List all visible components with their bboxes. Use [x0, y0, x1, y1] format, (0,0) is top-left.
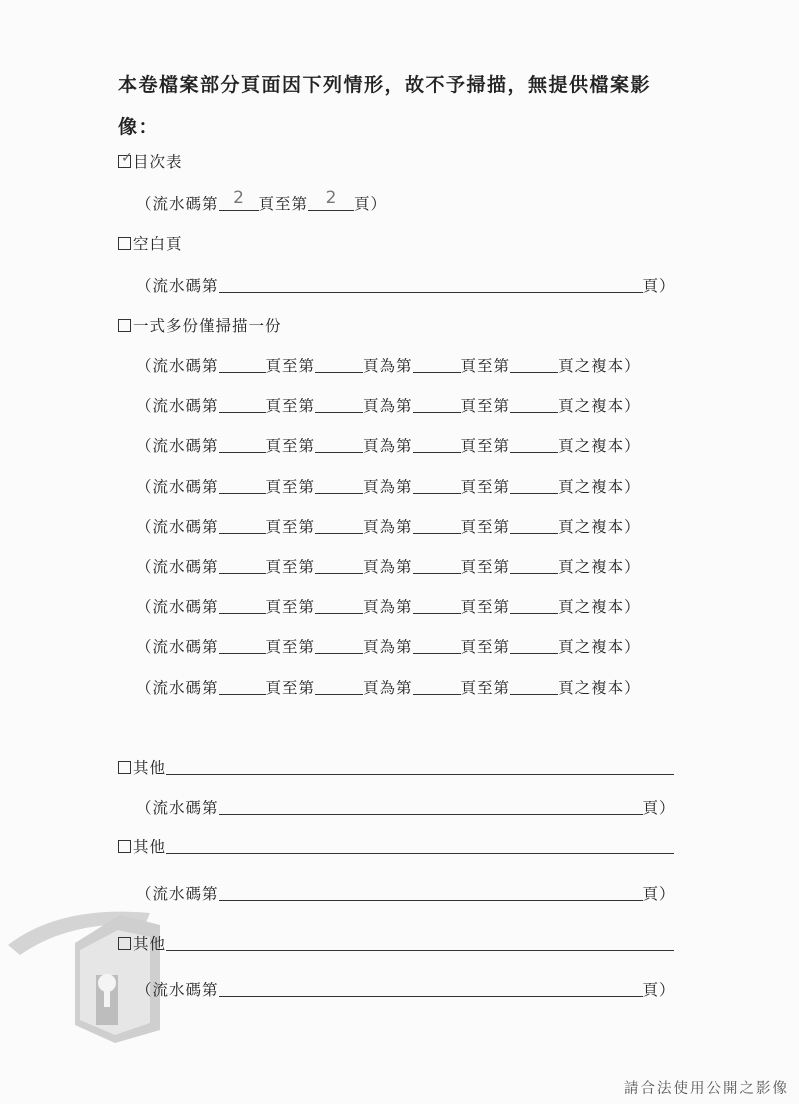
duplicate-row-text: 頁至第: [265, 357, 316, 375]
duplicate-row-text: 頁至第: [265, 397, 316, 416]
duplicate-row-text: 頁為第: [363, 517, 413, 536]
toc-prefix: （流水碼第: [136, 195, 219, 213]
duplicate-row: [136, 394, 641, 416]
other-prefix-3: （流水碼第: [136, 981, 219, 999]
other-prefix-2: （流水碼第: [136, 885, 219, 903]
duplicate-row-text: 頁之複本）: [558, 357, 641, 375]
duplicate-row-text: 頁至第: [460, 477, 511, 496]
blank-pages-label: 空白頁: [133, 235, 183, 253]
duplicate-row: [136, 354, 641, 376]
toc-suffix: 頁）: [354, 195, 388, 213]
duplicate-row-text: 頁之複本）: [558, 598, 641, 617]
duplicate-row-text: 頁之複本）: [558, 397, 641, 416]
checkbox-icon[interactable]: [118, 840, 131, 853]
duplicate-page-field-1[interactable]: [219, 599, 266, 614]
duplicate-page-field-2[interactable]: [315, 639, 363, 654]
checkbox-icon[interactable]: [118, 150, 134, 168]
duplicate-page-field-3[interactable]: [413, 479, 461, 494]
other-option-2[interactable]: [118, 835, 674, 857]
duplicate-row: [136, 676, 641, 698]
duplicate-row-text: 頁至第: [460, 437, 511, 456]
archive-seal-icon: [0, 905, 225, 1045]
duplicate-page-field-3[interactable]: [413, 559, 461, 574]
other-range-line-3: [136, 978, 676, 1000]
duplicate-page-field-1[interactable]: [219, 639, 266, 654]
duplicate-page-field-4[interactable]: [510, 599, 558, 614]
duplicate-row-text: （流水碼第: [136, 558, 219, 576]
duplicate-row: [136, 475, 641, 497]
page-heading-line-1: 本卷檔案部分頁面因下列情形，故不予掃描，無提供檔案影: [118, 74, 652, 96]
duplicate-row-text: 頁為第: [363, 397, 413, 416]
other-range-field-2[interactable]: [219, 886, 643, 901]
duplicate-row-text: 頁之複本）: [558, 678, 641, 697]
duplicate-page-field-1[interactable]: [219, 438, 266, 453]
duplicate-page-field-4[interactable]: [510, 358, 558, 373]
page-heading-line-2: 像：: [118, 116, 160, 138]
other-label-1: 其他: [133, 759, 167, 777]
duplicate-page-field-2[interactable]: [315, 559, 363, 574]
duplicate-page-field-4[interactable]: [510, 519, 558, 534]
other-suffix-3: 頁）: [642, 981, 676, 999]
other-option-1[interactable]: [118, 756, 674, 778]
duplicate-page-field-3[interactable]: [413, 358, 461, 373]
duplicate-page-field-1[interactable]: [219, 479, 266, 494]
toc-label: 目次表: [133, 153, 183, 171]
checkbox-icon[interactable]: [118, 937, 131, 950]
duplicate-row-text: 頁為第: [363, 678, 413, 697]
duplicate-row-text: （流水碼第: [136, 437, 219, 456]
duplicate-row-text: 頁至第: [460, 598, 511, 617]
duplicate-row: [136, 515, 641, 537]
duplicate-row: [136, 434, 641, 456]
duplicate-row-text: 頁為第: [363, 437, 413, 456]
blank-pages-field[interactable]: [219, 278, 643, 293]
duplicate-row-text: 頁之複本）: [558, 638, 641, 657]
blank-pages-prefix: （流水碼第: [136, 277, 219, 295]
duplicate-row-text: 頁之複本）: [558, 477, 641, 496]
duplicate-page-field-3[interactable]: [413, 639, 461, 654]
other-description-field-2[interactable]: [166, 839, 674, 854]
check-mark-icon: ✓: [121, 150, 134, 166]
duplicate-page-field-2[interactable]: [315, 519, 363, 534]
duplicate-row-text: 頁為第: [363, 357, 413, 375]
duplicate-page-field-2[interactable]: [315, 680, 363, 695]
toc-to-field[interactable]: [308, 188, 354, 211]
duplicate-row-text: （流水碼第: [136, 638, 219, 657]
duplicate-page-field-4[interactable]: [510, 639, 558, 654]
duplicate-page-field-2[interactable]: [315, 479, 363, 494]
duplicate-row-text: 頁之複本）: [558, 437, 641, 456]
duplicate-row-text: 頁至第: [460, 517, 511, 536]
toc-middle: 頁至第: [258, 195, 309, 213]
duplicate-row-text: 頁至第: [460, 397, 511, 416]
toc-from-field[interactable]: [219, 188, 259, 211]
duplicate-row-text: 頁至第: [460, 678, 511, 697]
duplicate-page-field-3[interactable]: [413, 438, 461, 453]
duplicate-row: [136, 555, 641, 577]
duplicate-row-text: 頁至第: [265, 517, 316, 536]
checkbox-icon[interactable]: [118, 319, 131, 332]
duplicate-page-field-1[interactable]: [219, 358, 266, 373]
duplicate-row-text: （流水碼第: [136, 357, 219, 375]
blank-pages-option[interactable]: [118, 232, 183, 254]
duplicate-page-field-4[interactable]: [510, 479, 558, 494]
duplicate-page-field-1[interactable]: [219, 559, 266, 574]
duplicate-page-field-2[interactable]: [315, 438, 363, 453]
duplicate-row: [136, 635, 641, 657]
duplicate-row-text: 頁為第: [363, 638, 413, 657]
duplicate-row-text: （流水碼第: [136, 477, 219, 496]
duplicate-row-text: （流水碼第: [136, 397, 219, 416]
other-label-3: 其他: [133, 935, 167, 953]
toc-option[interactable]: [118, 150, 183, 172]
duplicate-row-text: 頁至第: [265, 437, 316, 456]
other-label-2: 其他: [133, 838, 167, 856]
other-option-3[interactable]: [118, 932, 674, 954]
other-prefix-1: （流水碼第: [136, 799, 219, 817]
duplicate-row-text: 頁至第: [265, 477, 316, 496]
duplicate-page-field-3[interactable]: [413, 680, 461, 695]
other-range-field-3[interactable]: [219, 982, 643, 997]
other-description-field-1[interactable]: [166, 760, 674, 775]
duplicate-row-text: 頁至第: [265, 598, 316, 617]
duplicate-row-text: 頁為第: [363, 558, 413, 576]
duplicate-row-text: 頁至第: [460, 558, 511, 576]
duplicate-page-field-4[interactable]: [510, 559, 558, 574]
checkbox-icon[interactable]: [118, 237, 131, 250]
duplicate-row-text: （流水碼第: [136, 598, 219, 617]
blank-pages-suffix: 頁）: [642, 277, 676, 295]
duplicate-page-field-3[interactable]: [413, 599, 461, 614]
duplicate-row-text: 頁至第: [265, 558, 316, 576]
duplicate-page-field-2[interactable]: [315, 599, 363, 614]
duplicate-page-field-1[interactable]: [219, 398, 266, 413]
duplicate-row-text: 頁之複本）: [558, 558, 641, 576]
other-range-line-2: [136, 882, 676, 904]
duplicates-option[interactable]: [118, 314, 282, 336]
duplicate-page-field-2[interactable]: [315, 398, 363, 413]
duplicate-page-field-4[interactable]: [510, 438, 558, 453]
blank-pages-range-line: [136, 274, 676, 296]
other-description-field-3[interactable]: [166, 936, 674, 951]
toc-to-value: 2: [325, 188, 337, 208]
duplicate-page-field-1[interactable]: [219, 519, 266, 534]
duplicate-row-text: 頁至第: [265, 638, 316, 657]
duplicate-row-text: 頁至第: [460, 638, 511, 657]
duplicates-label: 一式多份僅掃描一份: [133, 317, 282, 335]
toc-from-value: 2: [233, 188, 244, 208]
duplicate-page-field-1[interactable]: [219, 680, 266, 695]
other-suffix-1: 頁）: [642, 799, 676, 817]
duplicate-page-field-4[interactable]: [510, 680, 558, 695]
usage-notice: 請合法使用公開之影像: [624, 1081, 789, 1097]
duplicate-row-text: （流水碼第: [136, 678, 219, 697]
duplicate-page-field-3[interactable]: [413, 398, 461, 413]
toc-range-line: [136, 188, 388, 214]
checkbox-icon[interactable]: [118, 761, 131, 774]
duplicate-row-text: 頁為第: [363, 598, 413, 617]
duplicate-row-text: 頁之複本）: [558, 517, 641, 536]
duplicate-page-field-4[interactable]: [510, 398, 558, 413]
duplicate-row-text: 頁至第: [265, 678, 316, 697]
duplicate-page-field-2[interactable]: [315, 358, 363, 373]
other-range-field-1[interactable]: [219, 800, 643, 815]
duplicate-row: [136, 595, 641, 617]
duplicate-row-text: （流水碼第: [136, 517, 219, 536]
other-suffix-2: 頁）: [642, 885, 676, 903]
other-range-line-1: [136, 796, 676, 818]
duplicate-page-field-3[interactable]: [413, 519, 461, 534]
duplicate-row-text: 頁至第: [460, 357, 511, 375]
duplicate-row-text: 頁為第: [363, 477, 413, 496]
